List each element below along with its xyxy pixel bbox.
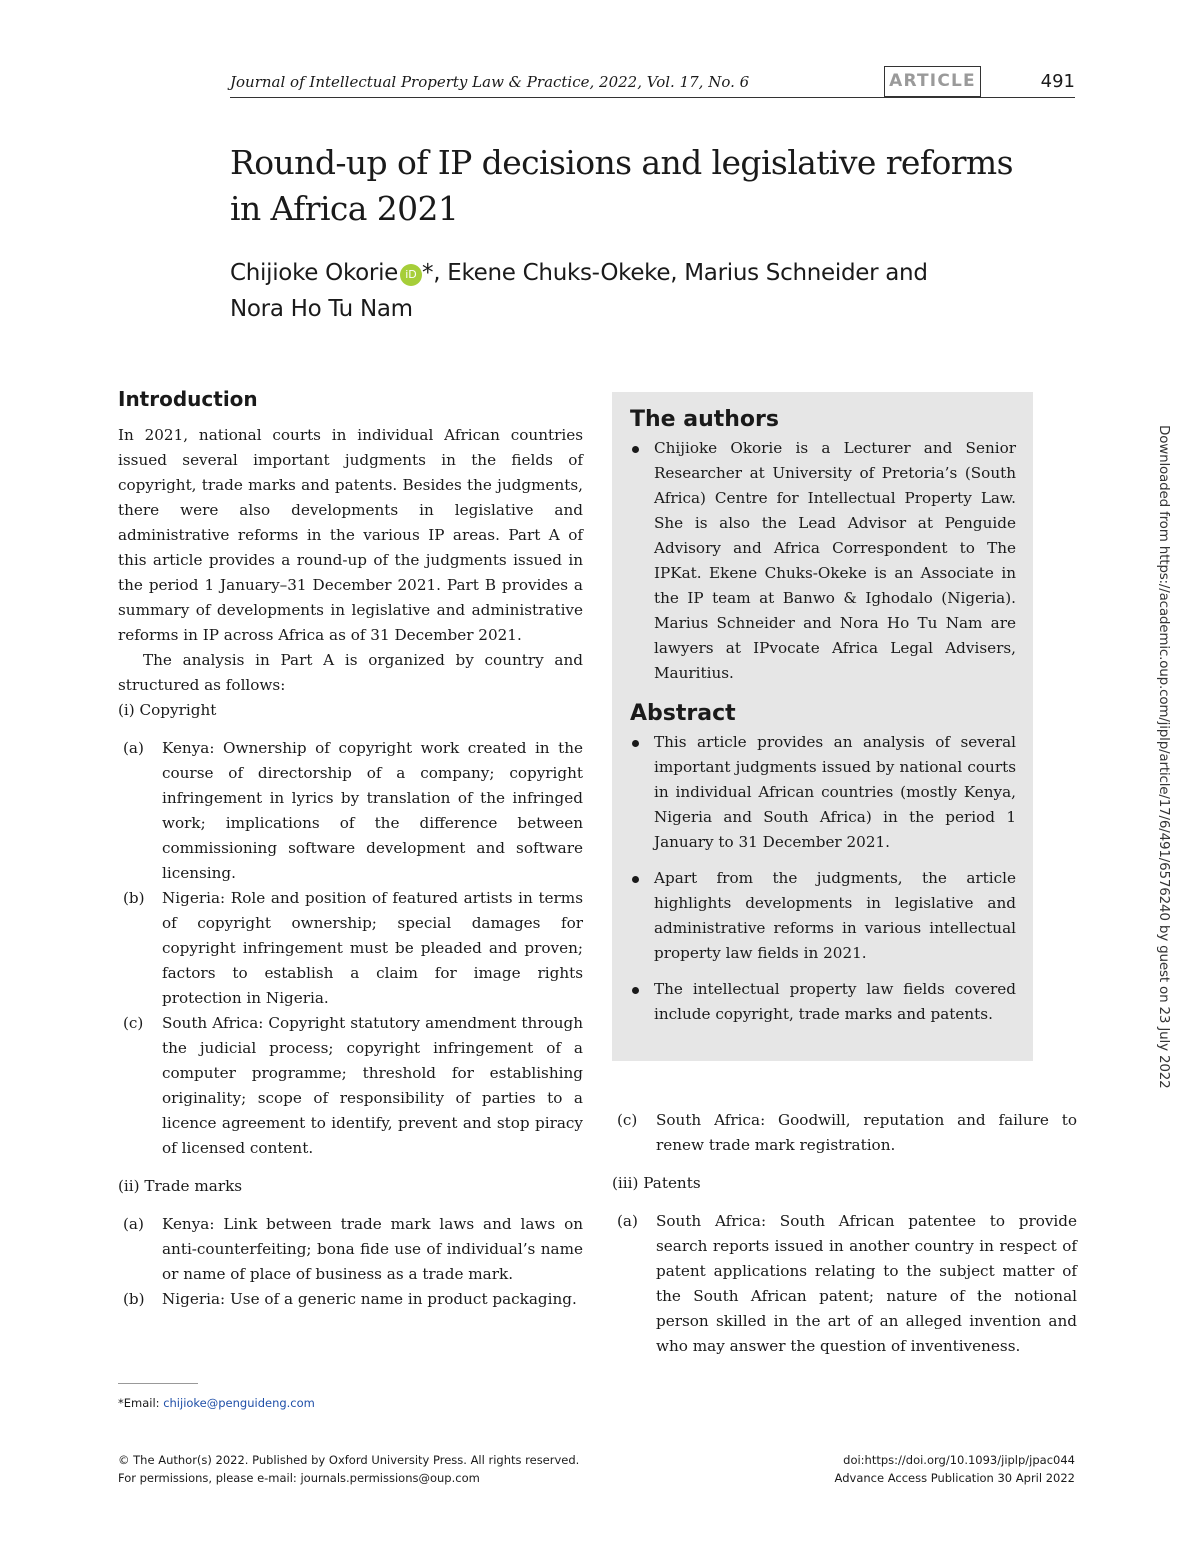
list-item bbox=[612, 1209, 1077, 1359]
article-title bbox=[230, 140, 1130, 232]
list-item-text: Nigeria: Role and position of featured artists in terms of copyright ownership; special damages for copyright infringement must be pleaded and proven; factors to establish a claim for image rights protection in Nigeria. bbox=[162, 889, 583, 1007]
email-link[interactable]: chijioke@penguideng.com bbox=[163, 1396, 315, 1410]
header-rule bbox=[230, 97, 1075, 98]
authors-heading: The authors bbox=[630, 407, 779, 432]
footer-left bbox=[118, 1451, 579, 1487]
list-item bbox=[630, 866, 1016, 966]
intro-paragraph-1: In 2021, national courts in individual African countries issued several important judgments in the fields of copyright, trade marks and patents. Besides the judgments, there were also developments in legislative and administrative reforms in the various IP areas. Part A of this article provides a round-up of the judgments issued in the period 1 January–31 December 2021. Part B provides a summary of developments in legislative and administrative reforms in IP across Africa as of 31 December 2021. bbox=[118, 426, 583, 644]
list-item bbox=[118, 1011, 583, 1161]
orcid-icon[interactable]: iD bbox=[400, 264, 422, 286]
patents-subheading: (iii) Patents bbox=[612, 1174, 701, 1192]
list-item bbox=[630, 436, 1016, 686]
bullet-icon bbox=[632, 740, 639, 747]
bullet-icon bbox=[632, 876, 639, 883]
list-marker: (a) bbox=[617, 1212, 638, 1230]
advance-access-line: Advance Access Publication 30 April 2022 bbox=[834, 1471, 1075, 1485]
list-item-text: Kenya: Ownership of copyright work created in the course of directorship of a company; copyright infringement in lyrics by translation of the infringed work; implications of the difference between commissioning software development and software licensing. bbox=[162, 739, 583, 882]
author-others: , Ekene Chuks-Okeke, Marius Schneider and bbox=[433, 260, 928, 286]
running-head: Journal of Intellectual Property Law & Practice, 2022, Vol. 17, No. 6 bbox=[230, 73, 750, 91]
bullet-text: This article provides an analysis of several important judgments issued by national courts in individual African countries (mostly Kenya, Nigeria and South Africa) in the period 1 January to 31 December 2021. bbox=[654, 733, 1016, 851]
list-marker: (a) bbox=[123, 739, 144, 757]
title-line-2: in Africa 2021 bbox=[230, 189, 459, 228]
list-item bbox=[612, 1108, 1077, 1158]
list-item bbox=[630, 977, 1016, 1027]
list-marker: (a) bbox=[123, 1215, 144, 1233]
footnote bbox=[118, 1395, 315, 1411]
list-item-text: South Africa: South African patentee to provide search reports issued in another country in respect of patent applications relating to the subject matter of the South African patent; nature of the notional person skilled in the art of an alleged invention and who may answer the question of inventiveness. bbox=[656, 1212, 1077, 1355]
doi-line[interactable]: doi:https://doi.org/10.1093/jiplp/jpac044 bbox=[843, 1453, 1075, 1467]
bullet-icon bbox=[632, 987, 639, 994]
bullet-text: Chijioke Okorie is a Lecturer and Senior Researcher at University of Pretoria’s (South Africa) Centre for Intellectual Property Law. She is also the Lead Advisor at Penguide Advisory and Africa Correspondent to The IPKat. Ekene Chuks-Okeke is an Associate in the IP team at Banwo & Ighodalo (Nigeria). Marius Schneider and Nora Ho Tu Nam are lawyers at IPvocate Africa Legal Advisers, Mauritius. bbox=[654, 439, 1016, 682]
permissions-line: For permissions, please e-mail: journals.permissions@oup.com bbox=[118, 1471, 480, 1485]
trade-marks-list bbox=[118, 1212, 583, 1312]
patents-list bbox=[612, 1209, 1077, 1359]
list-item-text: South Africa: Copyright statutory amendment through the judicial process; copyright infringement of a computer programme; threshold for establishing originality; scope of responsibility of parties to a licence agreement to identify, prevent and stop piracy of licensed content. bbox=[162, 1014, 583, 1157]
list-marker: (c) bbox=[617, 1111, 638, 1129]
list-item bbox=[630, 730, 1016, 855]
list-item-text: South Africa: Goodwill, reputation and failure to renew trade mark registration. bbox=[656, 1111, 1077, 1154]
intro-paragraph-2: The analysis in Part A is organized by country and structured as follows: bbox=[118, 651, 583, 694]
corresponding-author-mark: * bbox=[422, 260, 434, 286]
bullet-text: The intellectual property law fields covered include copyright, trade marks and patents. bbox=[654, 980, 1016, 1023]
page-number: 491 bbox=[1040, 71, 1075, 92]
list-item bbox=[118, 886, 583, 1011]
footnote-prefix: *Email: bbox=[118, 1396, 164, 1410]
footer-right bbox=[760, 1451, 1075, 1487]
list-item-text: Kenya: Link between trade mark laws and laws on anti-counterfeiting; bona fide use of individual’s name or name of place of business as a trade mark. bbox=[162, 1215, 583, 1283]
list-item bbox=[118, 736, 583, 886]
footnote-rule bbox=[118, 1383, 198, 1384]
author-first[interactable]: Chijioke Okorie bbox=[230, 260, 399, 286]
author-list bbox=[230, 255, 1130, 327]
abstract-heading: Abstract bbox=[630, 701, 736, 726]
list-marker: (c) bbox=[123, 1014, 144, 1032]
authors-abstract-box bbox=[612, 392, 1033, 1061]
copyright-list bbox=[118, 736, 583, 1161]
list-item-text: Nigeria: Use of a generic name in product packaging. bbox=[162, 1290, 577, 1308]
copyright-line: © The Author(s) 2022. Published by Oxford University Press. All rights reserved. bbox=[118, 1453, 580, 1467]
bullet-icon bbox=[632, 446, 639, 453]
introduction-heading: Introduction bbox=[118, 387, 258, 411]
list-marker: (b) bbox=[123, 1290, 145, 1308]
bullet-text: Apart from the judgments, the article highlights developments in legislative and administrative reforms in various intellectual property law fields in 2021. bbox=[654, 869, 1016, 962]
article-type-label: ARTICLE bbox=[884, 66, 981, 97]
list-item bbox=[118, 1212, 583, 1287]
list-marker: (b) bbox=[123, 889, 145, 907]
download-stamp: Downloaded from https://academic.oup.com/jiplp/article/17/6/491/6576240 by guest on 23 July 2022 bbox=[1156, 425, 1172, 1089]
abstract-bullets bbox=[630, 730, 1016, 1027]
author-last: Nora Ho Tu Nam bbox=[230, 296, 413, 322]
list-item bbox=[118, 1287, 583, 1312]
trade-marks-list-continued bbox=[612, 1108, 1077, 1158]
trade-marks-subheading: (ii) Trade marks bbox=[118, 1177, 243, 1195]
title-line-1: Round-up of IP decisions and legislative reforms bbox=[230, 143, 1013, 182]
copyright-subheading: (i) Copyright bbox=[118, 701, 217, 719]
introduction-column bbox=[118, 423, 583, 1312]
right-column bbox=[612, 1108, 1077, 1359]
authors-bullets bbox=[630, 436, 1016, 686]
